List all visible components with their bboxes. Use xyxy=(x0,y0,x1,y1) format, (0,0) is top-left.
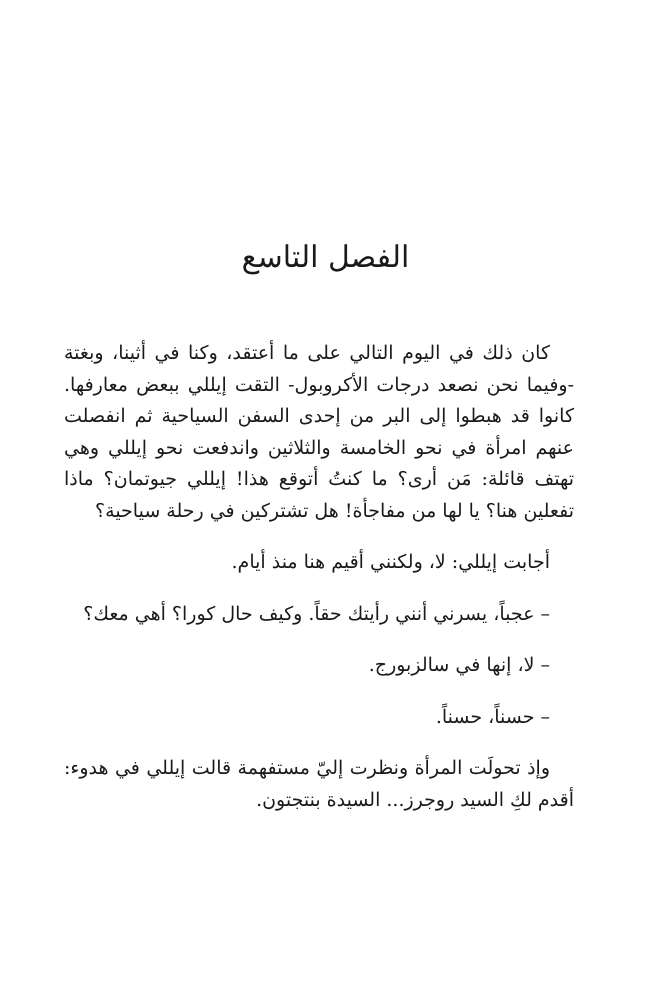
paragraph-introduction: وإذ تحولَت المرأة ونظرت إليّ مستفهمة قالت إيللي في هدوء: أقدم لكِ السيد روجرز... السيدة بنتجتون. xyxy=(64,757,574,811)
paragraph-dialogue-good: – حسناً، حسناً. xyxy=(435,705,550,728)
paragraph-opening: كان ذلك في اليوم التالي على ما أعتقد، وكنا في أثينا، وبغتة -وفيما نحن نصعد درجات الأكروبول- التقت إيللي ببعض معارفها. كانوا قد هبطوا إلى البر من إحدى السفن السياحية ثم انفصلت عنهم امرأة في نحو الخامسة والثلاثين واندفعت نحو إيللي وهي تهتف قائلة: مَن أرى؟ ما كنتُ أتوقع هذا! إيللي جيوتمان؟ ماذا تفعلين هنا؟ يا لها من مفاجأة! هل تشتركين في رحلة سياحية؟ xyxy=(64,342,574,522)
chapter-body xyxy=(64,338,574,836)
paragraph-ellie-reply: أجابت إيللي: لا، ولكنني أقيم هنا منذ أيام. xyxy=(231,551,550,573)
paragraph-dialogue-kora: – عجباً، يسرني أنني رأيتك حقاً. وكيف حال كورا؟ أهي معك؟ xyxy=(83,602,550,625)
paragraph-dialogue-salzburg: – لا، إنها في سالزبورج. xyxy=(368,654,550,676)
chapter-title: الفصل التاسع xyxy=(241,240,410,275)
